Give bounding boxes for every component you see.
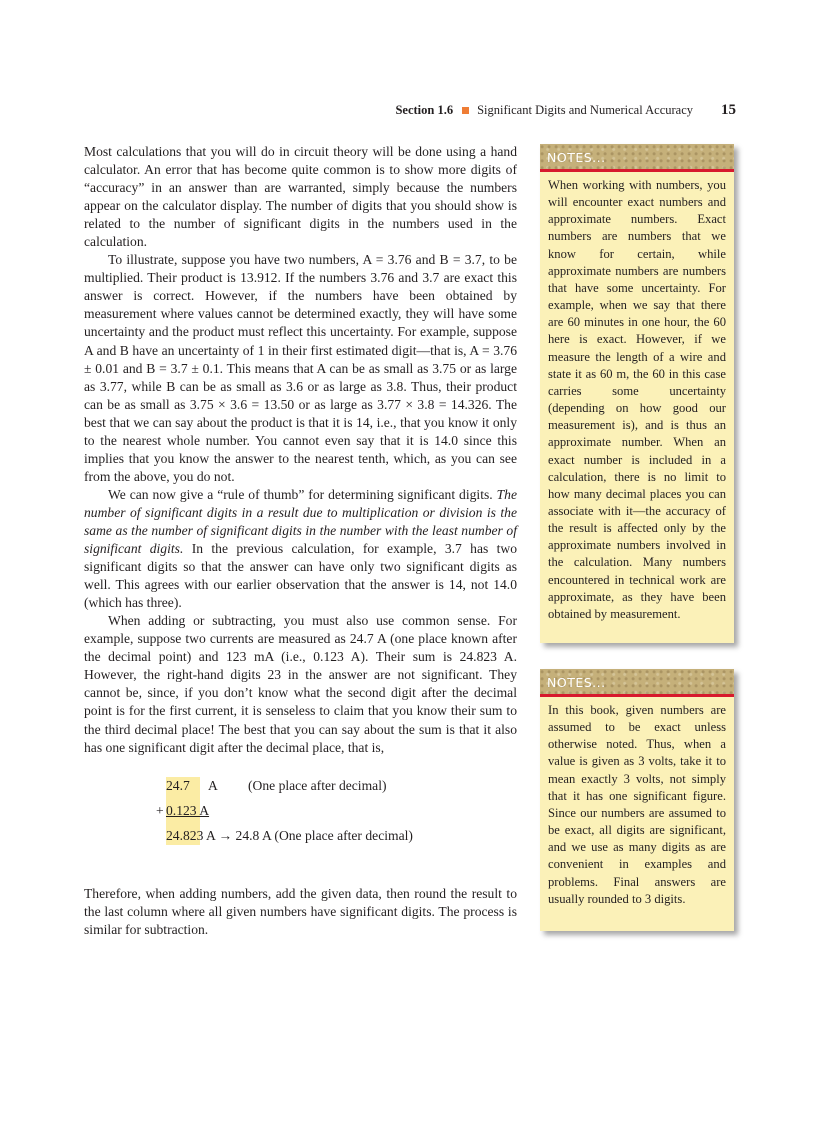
paragraph-illustration: To illustrate, suppose you have two numbers, A = 3.76 and B = 3.7, to be multiplied. Their product is 13.912. If the numbers 3.76 and 3.7 are exact this answer is correct. However, if the numbers have been obtained by measurement where values cannot be determined exactly, they will have some uncertainty and the product must reflect this uncertainty. For example, suppose A and B have an uncertainty of 1 in their first estimated digit—that is, A = 3.76 ± 0.01 and B = 3.7 ± 0.1. This means that A can be as small as 3.75 or as large as 3.77, while B can be as small as 3.6 or as large as 3.8. Thus, their product can be as small as 3.75 × 3.6 = 13.50 or as large as 3.77 × 3.8 = 14.326. The best that we can say about the product is that it is 14, i.e., that you know it only to the nearest whole number. You cannot even say that it is 14.0 since this implies that you know the answer to the nearest tenth, which, as you can see from the above, you do not. [84, 252, 517, 484]
addend-1-unit: A [208, 777, 218, 793]
notes-text: When working with numbers, you will encounter exact numbers and approximate numbers. Exact numbers are numbers that we know for certain, while approximate numbers are numbers that have some uncertainty. For example, when we say that there are 60 minutes in one hour, the 60 here is exact. However, if we measure the length of a wire and state it as 60 m, the 60 in this case carries some uncertainty (depending on how good our measurement is), and is thus an approximate number. When an exact number is included in a calculation, there is no limit to how many decimal places you can associate with it—the accuracy of the result is affected only by the approximate numbers involved in the calculation. Many numbers encountered in technical work are approximate, as they have been obtained by measurement. [548, 178, 726, 621]
paragraph-conclusion: Therefore, when adding numbers, add the given data, then round the result to the last column where all given numbers have significant digits. The process is similar for subtraction. [84, 885, 517, 937]
addition-row-1 [166, 777, 387, 795]
addend-1-note: (One place after decimal) [248, 777, 387, 793]
addend-2-value: 0.123 A [166, 802, 210, 818]
sum-value: 24.823 A [166, 827, 216, 843]
running-header [360, 99, 736, 121]
notes-heading: NOTES... [540, 669, 734, 694]
addition-row-2 [156, 802, 210, 820]
arrow-icon: → [218, 827, 233, 843]
section-title: Significant Digits and Numerical Accuracy [477, 102, 693, 117]
square-bullet-icon [462, 107, 469, 114]
notes-heading: NOTES... [540, 144, 734, 169]
rule-example: In the previous calculation, for example, 3.7 has two significant digits so that the answer can have only two significant digits as well. This agrees with our earlier observation that the answer is 14, not 14.0 (which has three). [84, 541, 518, 611]
addition-example [84, 777, 517, 865]
notes-text: In this book, given numbers are assumed to be exact unless otherwise noted. Thus, when a value is given as 3 volts, take it to mean exactly 3 volts, not simply that it has one significant figure. Since our numbers are assumed to be exact, all digits are significant, and we use as many digits as are convenient in examples and problems. Final answers are usually rounded to 3 digits. [548, 703, 726, 906]
paragraph-rule-of-thumb [84, 486, 517, 612]
page-number: 15 [721, 101, 736, 118]
notes-box-given-numbers [540, 669, 734, 931]
main-text-column [84, 143, 517, 939]
paragraph-adding: When adding or subtracting, you must also use common sense. For example, suppose two currents are measured as 24.7 A (one place known after the decimal point) and 123 mA (i.e., 0.123 A). Their sum is 24.823 A. However, the right-hand digits 23 in the answer are not significant. They cannot be, since, if you don’t know what the second digit after the decimal point is for the first current, it is senseless to claim that you know their sum to the third decimal place! The best that you can say about the sum is that it also has one significant digit after the decimal place, that is, [84, 613, 517, 755]
addition-row-3 [166, 827, 413, 845]
plus-sign: + [156, 802, 164, 818]
addend-1-value: 24.7 [166, 777, 190, 793]
rounded-sum: 24.8 A (One place after decimal) [235, 827, 413, 843]
section-label: Section 1.6 [395, 102, 454, 117]
notes-box-exact-numbers [540, 144, 734, 643]
paragraph-intro: Most calculations that you will do in circuit theory will be done using a hand calculator. An error that has become quite common is to show more digits of “accuracy” in an answer than are warranted, simply because the numbers appear on the calculator display. The number of digits that you should show is related to the number of significant digits in the numbers used in the calculation. [84, 144, 517, 250]
rule-statement: The number of significant digits in a result due to multiplication or division is the same as the number of significant digits in the number with the least number of significant digits. [84, 486, 517, 557]
rule-lead: We can now give a “rule of thumb” for determining significant digits. [108, 486, 493, 502]
